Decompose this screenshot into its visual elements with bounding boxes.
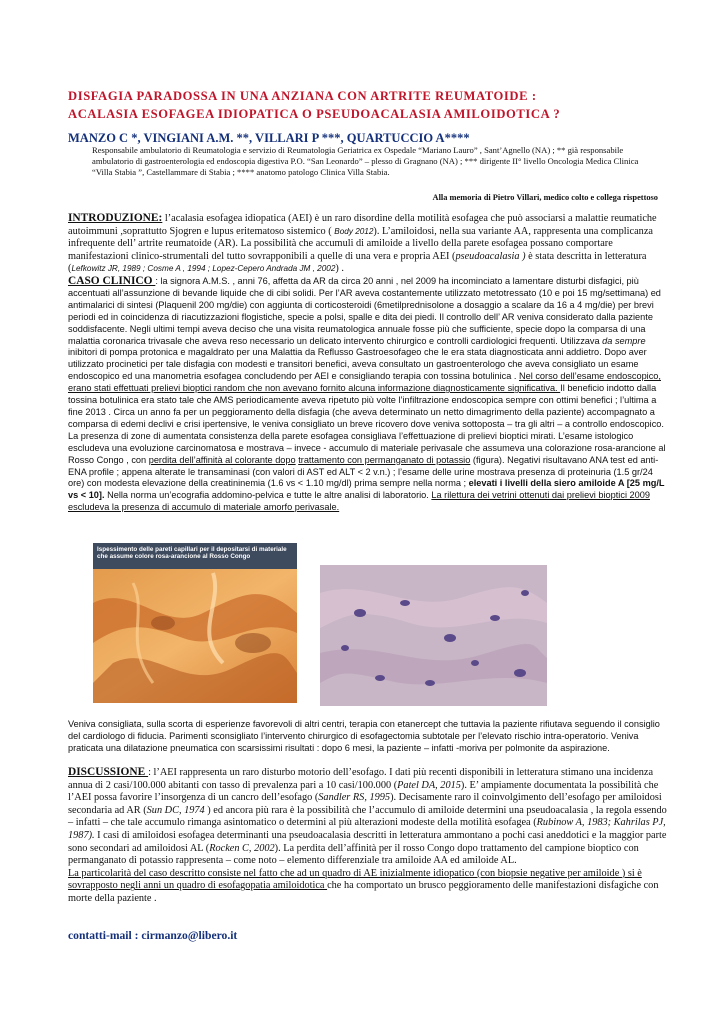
case-heading: CASO CLINICO — [68, 275, 156, 287]
poster-title — [68, 87, 668, 123]
histology-image-permanganate — [320, 543, 547, 706]
left-figure-caption: Ispessimento delle pareti capillari per il depositarsi di materiale che assume colore rosa-arancione al Rosso Congo — [97, 546, 287, 561]
discussion-section: DISCUSSIONE : l’AEI rappresenta un raro disturbo motorio dell’esofago. I dati più recenti disponibili in letteratura stimano una incidenza annua di 2 casi/100.000 abitanti con tasso di prevalenza pari a 10 casi/100.000 (Patel DA, 2015). E’ ampiamente documentata la possibilità che l’AEI possa favorire l’insorgenza di un cancro dell’esofago (Sandler RS, 1995). Decisamente raro il coinvolgimento dell’esofago per amiloidosi secondaria ad AR (Sun DC, 1974 ) ed ancora più rara è la possibilità che l’accumulo di amiloide determini una pseudoacalasia , la regola essendo – infatti – che tale accumulo rimanga asintomatico o determini al più alterazioni modeste della motilità esofagea (Rubinow A, 1983; Kahrilas PJ, 1987). I casi di amiloidosi esofagea determinanti una pseudoacalasia descritti in letteratura ammontano a pochi casi aneddotici e la maggior parte sono secondari ad amiloidosi AL (Rocken C, 2002). La perdita dell’affinità per il rosso Congo dopo trattamento del campione bioptico con permanganato di potassio rappresenta – come noto – elemento differenziale tra amiloide AA ed amiloide AL. La particolarità del caso descritto consiste nel fatto che ad un quadro di AE inizialmente idiopatico (con biopsie negative per amiloide ) si è sovrapposto negli anni un quadro di esofagopatia amiloidotica che ha comportato un brusco peggioramento delle manifestazioni disfagiche con morte della paziente . — [68, 766, 667, 904]
contact-email: contatti-mail : cirmanzo@libero.it — [68, 929, 238, 942]
histology-image-congo-red — [93, 543, 297, 703]
title-line-2: ACALASIA ESOFAGEA IDIOPATICA O PSEUDOACALASIA AMILOIDOTICA ? — [68, 107, 561, 121]
memorial-dedication: Alla memoria di Pietro Villari, medico colto e collega rispettoso — [432, 193, 658, 202]
discussion-heading: DISCUSSIONE — [68, 766, 149, 778]
introduction-section: INTRODUZIONE: l’acalasia esofagea idiopatica (AEI) è un raro disordine della motilità esofagea che può associarsi a malattie reumatiche autoimmuni ,soprattutto Sjogren e lupus eritematoso sistemico ( Body 2012). L’amiloidosi, nella sua variante AA, rappresenta una complicanza infrequente dell’ artrite reumatoide (AR). La possibilità che accumuli di amiloide a livello della parete esofagea possano comportare manifestazioni clinico-strumentali del tutto sovrapponibili a quelle di una vera e propria AEI (pseudoacalasia ) è stata descritta in letteratura (Lefkowitz JR, 1989 ; Cosme A , 1994 ; Lopez-Cepero Andrada JM , 2002) . — [68, 212, 657, 275]
right-figure-caption: Perdita dell’affinità per il rosso Congo dopo essere trattata con permanganato di potassio. Elemento differenziale tra amiloide AA ed amiloide AL. — [324, 545, 530, 567]
therapy-paragraph: Veniva consigliata, sulla scorta di esperienze favorevoli di altri centri, terapia con etanercept che tuttavia la paziente rifiutava seguendo il consiglio del cardiologo di fiducia. Parimenti sconsigliato l’intervento chirurgico di esofagectomia subtotale per l’elevato rischio intra-operatorio. Veniva praticata una dilatazione pneumatica con scarsissimi risultati : dopo 6 mesi, la paziente – infatti -moriva per polmonite da aspirazione. — [68, 719, 660, 753]
congo-red-stain-image — [93, 543, 297, 703]
title-line-1: DISFAGIA PARADOSSA IN UNA ANZIANA CON ARTRITE REUMATOIDE : — [68, 89, 537, 103]
affiliations: Responsabile ambulatorio di Reumatologia e servizio di Reumatologia Geriatrica ex Ospedale “Mariano Lauro” , Sant’Agnello (NA) ; ** già responsabile ambulatorio di gastroenterologia ed endoscopia digestiva P.O. “San Leonardo” – plesso di Gragnano (NA) ; *** dirigente II° livello Oncologia Medica Clinica “Villa Stabia ”, Castellammare di Stabia ; **** anatomo patologo Clinica Villa Stabia. — [92, 145, 639, 177]
permanganate-stain-image — [320, 543, 547, 706]
authors: MANZO C *, VINGIANI A.M. **, VILLARI P ***, QUARTUCCIO A**** — [68, 131, 470, 145]
case-section: CASO CLINICO : la signora A.M.S. , anni 76, affetta da AR da circa 20 anni , nel 2009 ha incominciato a lamentare disturbi disfagici, più accentuati all’assunzione di bevande liquide che di cibi solidi. Per l’AR aveva costantemente utilizzato metotressato (10 e poi 15 mg/settimana) ed antimalarici di sintesi (Plaquenil 200 mg/die) con aggiunta di corticosteroidi (6metilprednisolone a dosaggio a scalare da 16 a 4 mg/die) per brevi periodi ed in coincidenza di riacutizzazioni flogistiche, specie a polsi, spalle e dita dei piedi. Il controllo dell’ AR veniva considerato dalla paziente soddisfacente. Negli ultimi tempi aveva deciso che una visita reumatologica annuale fosse più che sufficiente, specie dopo la comparsa di una malattia coronarica trivasale che aveva reso necessario un delicato intervento chirurgico e controlli cardiologici frequenti. Utilizzava da sempre inibitori di pompa protonica e magaldrato per una Malattia da Reflusso Gastroesofageo che le era stata diagnosticata anni addietro. Dopo aver utilizzato procinetici per tale disfagia con modesti e transitori benefici, aveva consultato un gastroenterologo che aveva consigliato un esame endoscopico ed una manometria esofagea concludendo per AEI e consigliando terapia con tossina botulinica . Nel corso dell’esame endoscopico, erano stati effettuati prelievi bioptici random che non avevano fornito alcuna informazione diagnosticamente significativa. Il beneficio indotto dalla tossina botulinica era stato tale che AMS periodicamente aveva ripetuto più volte l’infiltrazione endoscopica sempre con ottimi benefici ; l’ultima a fine 2013 . Circa un anno fa per un peggioramento della disfagia (che aveva determinato un netto dimagrimento della paziente) accompagnato a comparsa di edemi declivi e crisi ipertensive, le veniva consigliato un breve ricovero dove veniva sottoposta – tra gli altri – a controllo endoscopico. La presenza di zone di aumentata consistenza della parete esofagea consigliava l’effettuazione di prelievi bioptici mirati. L’esame istologico escludeva una evoluzione carcinomatosa e mostrava – invece - accumulo di materiale perivasale che assumeva una colorazione rosa-arancione al Rosso Congo , con perdita dell’affinità al colorante dopo trattamento con permanganato di potassio (figura). Negativi risultavano ANA test ed anti-ENA profile ; appena alterate le transaminasi (con valori di AST ed ALT < 2 v.n.) ; l’esame delle urine mostrava presenza di proteinuria (1.5 gr/24 ore) con modesta elevazione della creatininemia (1.6 vs < 1.10 mg/dl) prima sempre nella norma ; elevati i livelli della siero amiloide A [25 mg/L vs < 10]. Nella norma un’ecografia addomino-pelvica e tutte le altre analisi di laboratorio. La rilettura dei vetrini ottenuti dai prelievi bioptici 2009 escludeva la presenza di accumulo di materiale amorfo perivasale. — [68, 275, 666, 513]
intro-heading: INTRODUZIONE: — [68, 212, 163, 224]
